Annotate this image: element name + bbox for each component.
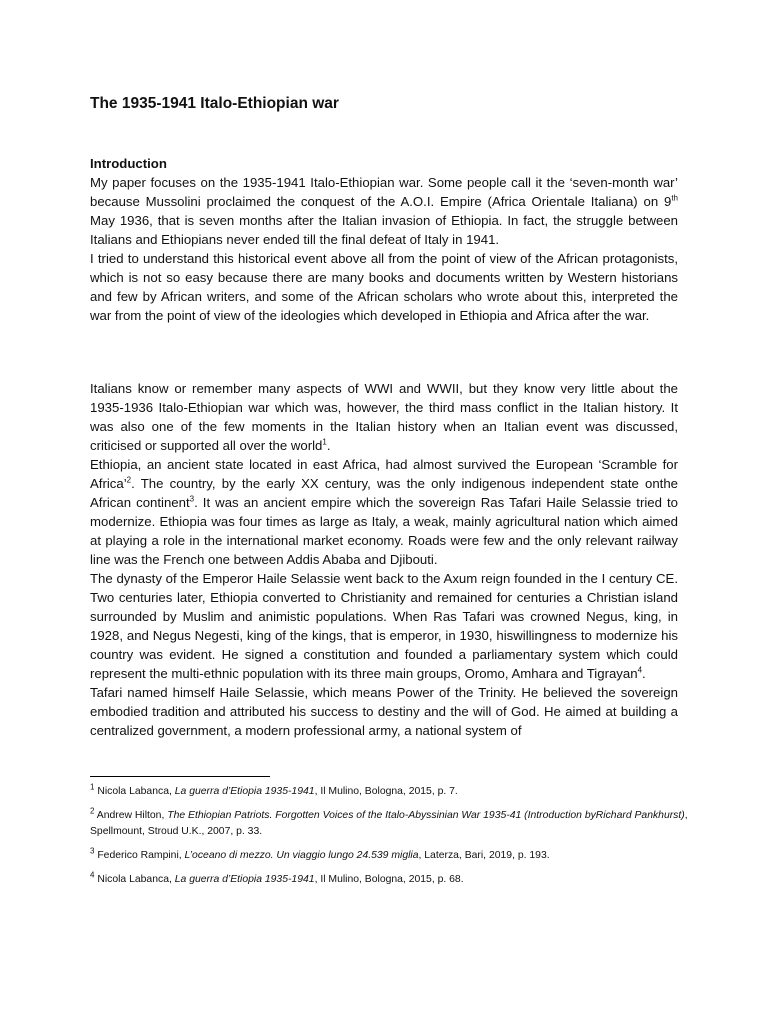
footnote-title: La guerra d’Etiopia 1935-1941	[174, 874, 315, 885]
section-heading: Introduction	[90, 156, 167, 171]
footnotes	[90, 784, 690, 896]
document-title: The 1935-1941 Italo-Ethiopian war	[90, 95, 339, 112]
paragraph-text: .	[642, 666, 646, 681]
footnote-text: Nicola Labanca,	[94, 874, 175, 885]
footnote-number: 3	[90, 846, 95, 856]
paragraph-text: .	[326, 438, 331, 453]
footnote-text: , Spellmount, Stroud U.K., 2007, p. 33.	[90, 810, 688, 837]
footnote-title: La guerra d’Etiopia 1935-1941	[174, 786, 315, 797]
footnote	[90, 808, 690, 840]
footnote-number: 4	[90, 870, 95, 880]
footnote-number: 1	[90, 782, 95, 792]
introduction-section	[90, 154, 678, 325]
footnote-reference[interactable]: 3	[189, 494, 195, 504]
paragraph-text: My paper focuses on the 1935-1941 Italo-Ethiopian war. Some people call it the ‘seven-month war’ because Mussolini proclaimed the conquest of the A.O.I. Empire (Africa Orientale Italiana) on 9	[90, 175, 678, 209]
footnote	[90, 784, 690, 800]
footnote-text: , Il Mulino, Bologna, 2015, p. 68.	[314, 874, 464, 885]
footnote-text: Federico Rampini,	[94, 850, 185, 861]
paragraph-text: . The country, by the early XX century, was the only indigenous independent state onthe African continent	[90, 476, 678, 510]
footnote-text: Andrew Hilton,	[94, 810, 168, 821]
paragraph: I tried to understand this historical event above all from the point of view of the African protagonists, which is not so easy because there are many books and documents written by Western historians and few by African writers, and some of the African scholars who wrote about this, interpreted the war from the point of view of the ideologies which developed in Ethiopia and Africa after the war.	[90, 251, 678, 323]
paragraph	[90, 379, 678, 455]
paragraph-text: Italians know or remember many aspects of WWI and WWII, but they know very little about the 1935-1936 Italo-Ethiopian war which was, however, the third mass conflict in the Italian history. It was also one of the few moments in the Italian history when an Italian event was discussed, criticised or supported all over the world	[90, 381, 678, 453]
paragraph-text: Ethiopia, an ancient state located in east Africa, had almost survived the European ‘Scramble for Africa’	[90, 457, 678, 491]
paragraph: Tafari named himself Haile Selassie, which means Power of the Trinity. He believed the sovereign embodied tradition and attributed his success to destiny and the will of God. He aimed at building a centralized government, a modern professional army, a national system of	[90, 685, 678, 738]
footnote-reference[interactable]: 4	[637, 665, 643, 675]
superscript: th	[671, 193, 678, 203]
body-section	[90, 379, 678, 740]
paragraph	[90, 455, 678, 569]
footnote-separator	[90, 776, 270, 777]
footnote	[90, 848, 690, 864]
footnote-title: The Ethiopian Patriots. Forgotten Voices of the Italo-Abyssinian War 1935-41 (Introduction byRichard Pankhurst)	[167, 810, 685, 821]
footnote-reference[interactable]: 1	[322, 437, 327, 447]
footnote-number: 2	[90, 806, 95, 816]
paragraph-text: The dynasty of the Emperor Haile Selassie went back to the Axum reign founded in the I century CE. Two centuries later, Ethiopia converted to Christianity and remained for centuries a Christian island surrounded by Muslim and animistic populations. When Ras Tafari was crowned Negus, king, in 1928, and Negus Negesti, king of the kings, that is emperor, in 1930, hiswillingness to modernize his country was evident. He signed a constitution and founded a parliamentary system which could represent the multi-ethnic population with its three main groups, Oromo, Amhara and Tigrayan	[90, 571, 678, 681]
paragraph	[90, 173, 678, 249]
footnote-text: , Il Mulino, Bologna, 2015, p. 7.	[314, 786, 458, 797]
paragraph-text: . It was an ancient empire which the sovereign Ras Tafari Haile Selassie tried to modernize. Ethiopia was four times as large as Italy, a weak, mainly agricultural nation which aimed at playing a role in the international market economy. Roads were few and the only relevant railway line was the French one between Addis Ababa and Djibouti.	[90, 495, 678, 567]
paragraph	[90, 569, 678, 683]
footnote-text: Nicola Labanca,	[94, 786, 175, 797]
paragraph-text: May 1936, that is seven months after the Italian invasion of Ethiopia. In fact, the struggle between Italians and Ethiopians never ended till the final defeat of Italy in 1941.	[90, 213, 678, 247]
footnote-title: L’oceano di mezzo. Un viaggio lungo 24.539 miglia	[184, 850, 419, 861]
footnote	[90, 872, 690, 888]
footnote-reference[interactable]: 2	[126, 475, 132, 485]
footnote-text: , Laterza, Bari, 2019, p. 193.	[418, 850, 550, 861]
